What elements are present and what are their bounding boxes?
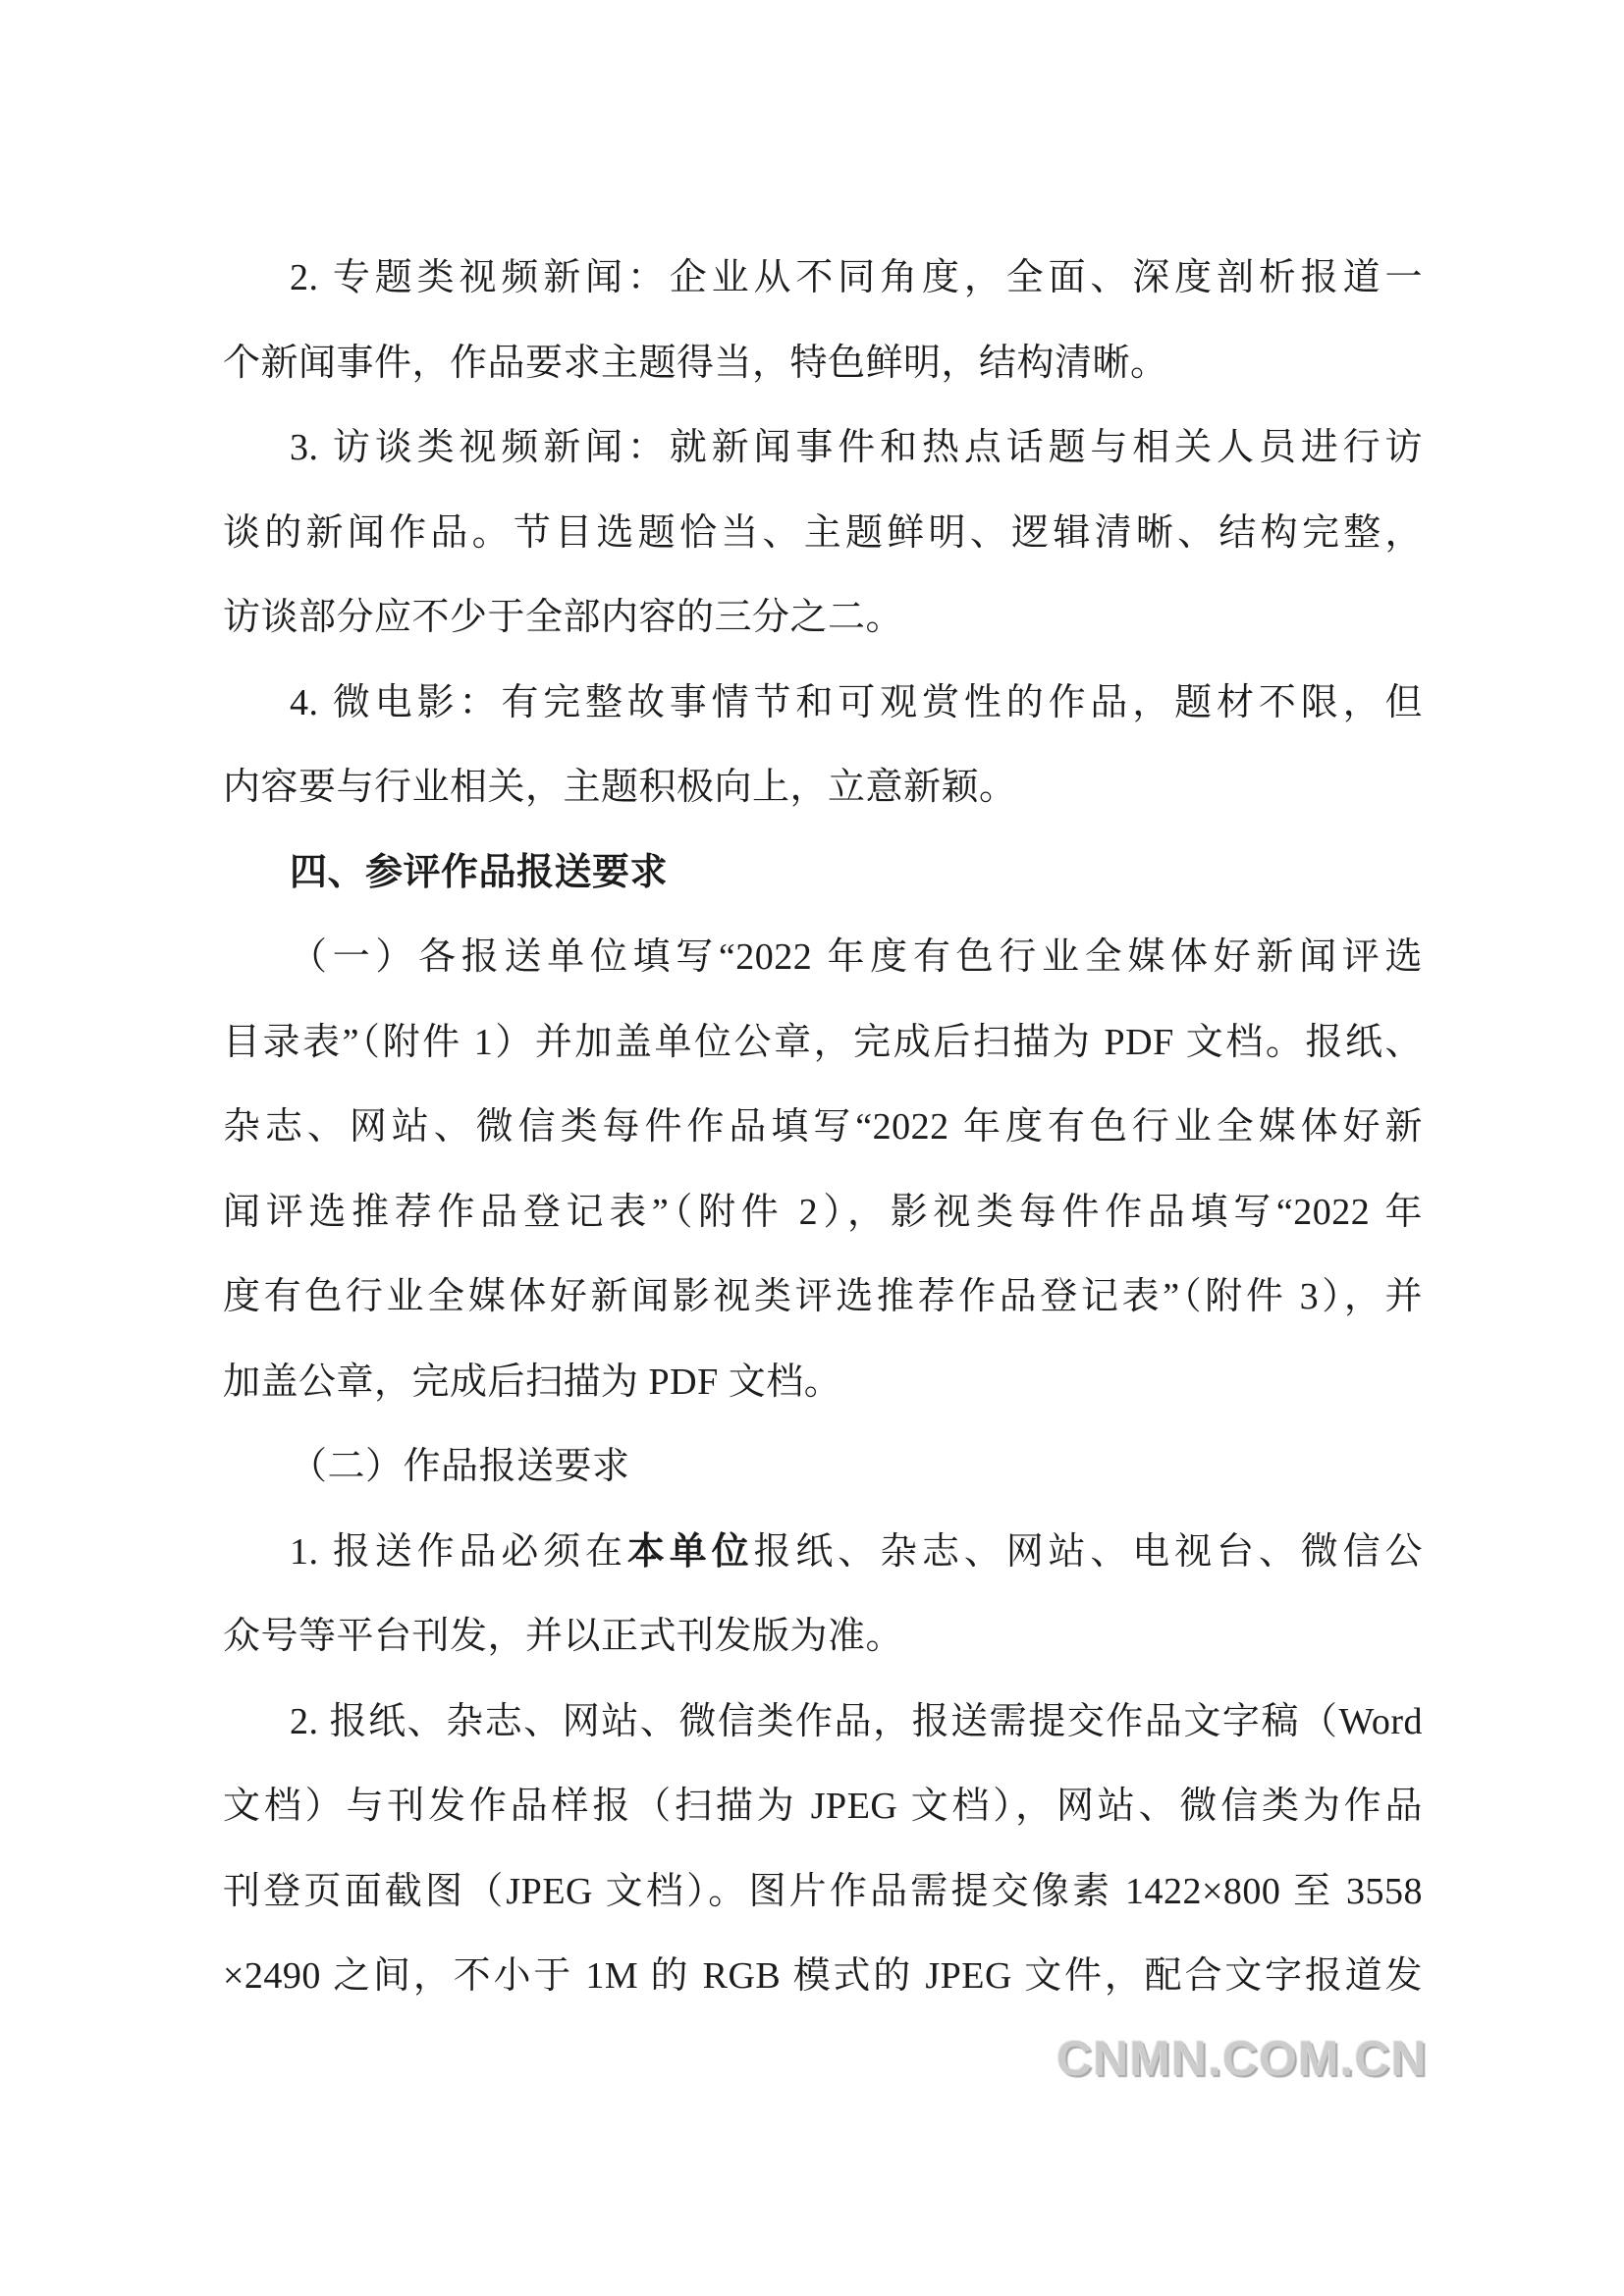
document-body — [223, 236, 1423, 2019]
document-line — [223, 661, 1423, 746]
document-text: 众号等平台刊发，并以正式刊发版为准。 — [223, 1616, 904, 1657]
document-line — [223, 1594, 1423, 1680]
document-text: 谈的新闻作品。节目选题恰当、主题鲜明、逻辑清晰、结构完整， — [223, 511, 1423, 554]
document-text-bold: 本单位 — [626, 1530, 754, 1573]
document-text: ×2490 之间，不小于 1M 的 RGB 模式的 JPEG 文件，配合文字报道发 — [223, 1955, 1423, 1997]
document-line — [223, 915, 1423, 1000]
document-line — [223, 1680, 1423, 1765]
document-text: 2. 报纸、杂志、网站、微信类作品，报送需提交作品文字稿（Word — [290, 1700, 1423, 1742]
document-line — [223, 830, 1423, 916]
document-line — [223, 1849, 1423, 1935]
document-text: 文档）与刊发作品样报（扫描为 JPEG 文档），网站、微信类为作品 — [223, 1786, 1423, 1827]
document-text: 1. 报送作品必须在 — [290, 1530, 627, 1573]
document-text: （二）作品报送要求 — [290, 1446, 630, 1487]
document-line — [223, 1764, 1423, 1849]
document-text: 3. 访谈类视频新闻：就新闻事件和热点话题与相关人员进行访 — [290, 427, 1423, 468]
document-text: 4. 微电影：有完整故事情节和可观赏性的作品，题材不限，但 — [290, 681, 1423, 723]
document-line — [223, 405, 1423, 491]
document-line — [223, 491, 1423, 576]
document-text: 加盖公章，完成后扫描为 PDF 文档。 — [223, 1361, 842, 1403]
document-text: 2. 专题类视频新闻：企业从不同角度，全面、深度剖析报道一 — [290, 257, 1423, 298]
document-text: 度有色行业全媒体好新闻影视类评选推荐作品登记表”（附件 3），并 — [223, 1276, 1423, 1317]
document-text: 内容要与行业相关，主题积极向上，立意新颖。 — [223, 767, 1017, 808]
document-text: 刊登页面截图（JPEG 文档）。图片作品需提交像素 1422×800 至 3558 — [223, 1870, 1423, 1912]
document-text: （一）各报送单位填写“2022 年度有色行业全媒体好新闻评选 — [290, 936, 1423, 978]
document-line — [223, 1085, 1423, 1170]
document-line — [223, 236, 1423, 321]
document-line — [223, 1340, 1423, 1425]
document-line — [223, 1255, 1423, 1340]
document-text: 访谈部分应不少于全部内容的三分之二。 — [223, 597, 904, 638]
document-text: 四、参评作品报送要求 — [290, 851, 669, 893]
document-line — [223, 1000, 1423, 1086]
document-line — [223, 1170, 1423, 1255]
document-line — [223, 1424, 1423, 1510]
document-text: 个新闻事件，作品要求主题得当，特色鲜明，结构清晰。 — [223, 342, 1168, 384]
document-line — [223, 745, 1423, 830]
document-text: 报纸、杂志、网站、电视台、微信公 — [753, 1530, 1423, 1573]
document-line — [223, 575, 1423, 661]
document-line — [223, 1510, 1423, 1595]
document-line — [223, 1934, 1423, 2019]
watermark: CNMN.COM.CN — [1056, 2031, 1428, 2086]
document-text: 杂志、网站、微信类每件作品填写“2022 年度有色行业全媒体好新 — [223, 1106, 1423, 1148]
document-line — [223, 321, 1423, 406]
document-text: 闻评选推荐作品登记表”（附件 2），影视类每件作品填写“2022 年 — [223, 1191, 1423, 1233]
document-text: 目录表”（附件 1）并加盖单位公章，完成后扫描为 PDF 文档。报纸、 — [223, 1021, 1423, 1063]
